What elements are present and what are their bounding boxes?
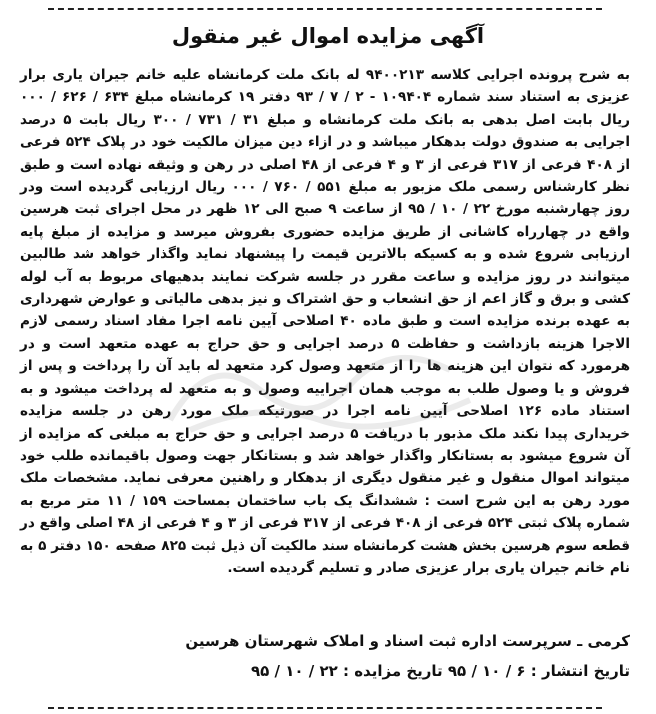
dates-line: تاریخ انتشار : ۶ / ۱۰ / ۹۵ تاریخ مزایده : ۲۲ / ۱۰ / ۹۵ bbox=[250, 662, 630, 680]
notice-body: به شرح پرونده اجرایی کلاسه ۹۴۰۰۲۱۳ له بانک ملت کرمانشاه علیه خانم جیران یاری برار عزیزی به استناد سند شماره ۱۰۹۴۰۴ - ۲ / ۷ / ۹۳ دفتر ۱۹ کرمانشاه مبلغ ۶۳۴ / ۶۲۶ / ۰۰۰ ریال بابت اصل بدهی به بانک ملت کرمانشاه و مبلغ ۳۱ / ۷۳۱ / ۳۰۰ ریال بابت ۵ درصد اجرایی به صندوق دولت بدهکار میباشد و در ازاء دین میزان مالکیت خود در پلاک ۵۲۴ فرعی از ۴۰۸ فرعی از ۳۱۷ فرعی از ۳ و ۴ فرعی از ۴۸ اصلی در رهن و وثیقه نهاده است و طبق نظر کارشناس رسمی ملک مزبور به مبلغ ۵۵۱ / ۷۶۰ / ۰۰۰ ریال ارزیابی گردیده است ودر روز چهارشنبه مورخ ۲۲ / ۱۰ / ۹۵ از ساعت ۹ صبح الی ۱۲ ظهر در محل اجرای ثبت هرسین واقع در چهارراه کاشانی از طریق مزایده حضوری بفروش میرسد و مزایده از مبلغ پایه ارزیابی شروع شده و به کسیکه بالاترین قیمت را پیشنهاد نماید واگذار خواهد شد طالبین میتوانند در روز مزایده و ساعت مقرر در جلسه شرکت نمایند بدهیهای مربوط به آب لوله کشی و برق و گاز اعم از حق انشعاب و حق اشتراک و نیز بدهی مالیاتی و عوارض شهرداری به عهده برنده مزایده است و طبق ماده ۴۰ اصلاحی آیین نامه اجرا مفاد اسناد رسمی لازم الاجرا هزینه بازداشت و حفاظت ۵ درصد اجرایی و حق حراج به عهده متعهد است و در هرمورد که نتوان این هزینه ها را از متعهد وصول کرد متعهد له باید آن را پرداخت و پس از فروش و یا وصول طلب به موجب همان اجراییه وصول و به متعهد له پرداخت میشود و به استناد ماده ۱۲۶ اصلاحی آیین نامه اجرا در صورتیکه ملک مورد رهن در جلسه مزایده خریداری پیدا نکند ملک مذبور با دریافت ۵ درصد اجرایی و حق حراج به مبلغی که مزایده از آن شروع میشود به بستانکار واگذار خواهد شد و بستانکار جهت وصول باقیمانده طلب خود میتواند اموال منقول و غیر منقول دیگری از بدهکار و راهنین معرفی نماید. مشخصات ملک مورد رهن به این شرح است : ششدانگ یک باب ساختمان بمساحت ۱۵۹ / ۱۱ متر مربع به شماره پلاک ثبتی ۵۲۴ فرعی از ۴۰۸ فرعی از ۳۱۷ فرعی از ۳ و ۴ فرعی از ۴۸ اصلی واقع در قطعه سوم هرسین بخش هشت کرمانشاه سند مالکیت آن ذیل ثبت ۸۲۵ صفحه ۱۵۰ دفتر ۵ به نام خانم جیران یاری برار عزیزی صادر و تسلیم گردیده است. bbox=[20, 67, 631, 576]
bottom-divider bbox=[48, 707, 602, 709]
top-divider bbox=[48, 8, 602, 10]
signature-line: کرمی ـ سرپرست اداره ثبت اسناد و املاک شهرستان هرسین bbox=[185, 632, 630, 650]
notice-title: آگهی مزایده اموال غیر منقول bbox=[171, 24, 485, 48]
